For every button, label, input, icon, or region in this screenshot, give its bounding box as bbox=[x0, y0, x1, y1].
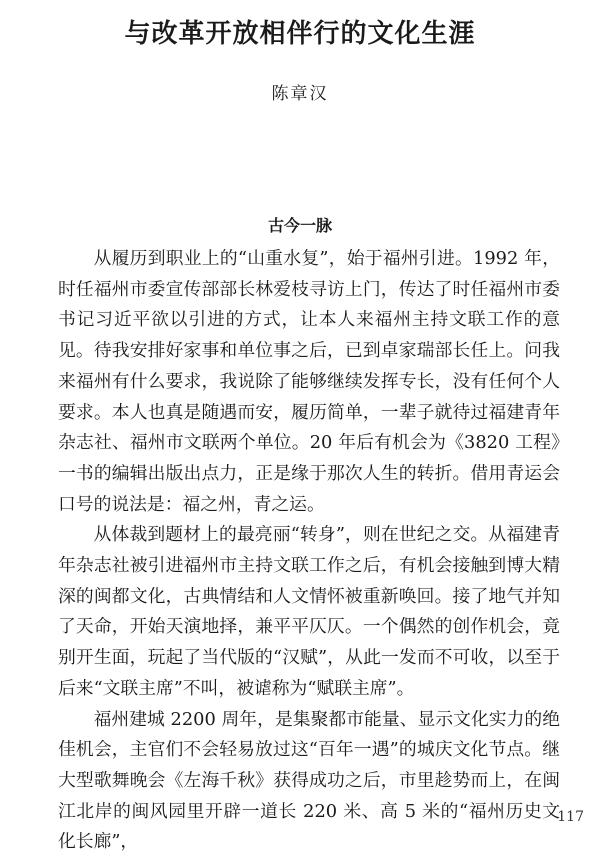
paragraph: 福州建城 2200 周年，是集聚都市能量、显示文化实力的绝佳机会，主官们不会轻易放过这“百年一遇”的城庆文化节点。继大型歌舞晚会《左海千秋》获得成功之后，市里趁势而上，在闽江北岸的闽风园里开辟一道长 220 米、高 5 米的“福州历史文化长廊”， bbox=[58, 708, 560, 853]
author-name: 陈章汉 bbox=[271, 84, 329, 104]
article-body bbox=[58, 244, 560, 858]
paragraph: 从体裁到题材上的最亮丽“转身”，则在世纪之交。从福建青年杂志社被引进福州市主持文联工作之后，有机会接触到博大精深的闽都文化，古典情结和人文情怀被重新唤回。接了地气并知了天命，开始天演地择，兼平平仄仄。一个偶然的创作机会，竟别开生面，玩起了当代版的“汉赋”，从此一发而不可收，以至于后来“文联主席”不叫，被谑称为“赋联主席”。 bbox=[58, 524, 560, 699]
paragraph: 从履历到职业上的“山重水复”，始于福州引进。1992 年，时任福州市委宣传部部长林爱枝寻访上门，传达了时任福州市委书记习近平欲以引进的方式，让本人来福州主持文联工作的意见。待我安排好家事和单位事之后，已到卓家瑞部长任上。问我来福州有什么要求，我说除了能够继续发挥专长，没有任何个人要求。本人也真是随遇而安，履历简单，一辈子就待过福建青年杂志社、福州市文联两个单位。20 年后有机会为《3820 工程》一书的编辑出版出点力，正是缘于那次人生的转折。借用青运会口号的说法是：福之州，青之运。 bbox=[58, 248, 560, 515]
section-heading: 古今一脉 bbox=[267, 216, 332, 235]
article-title: 与改革开放相伴行的文化生涯 bbox=[124, 19, 476, 49]
page-number: 117 bbox=[557, 809, 584, 825]
